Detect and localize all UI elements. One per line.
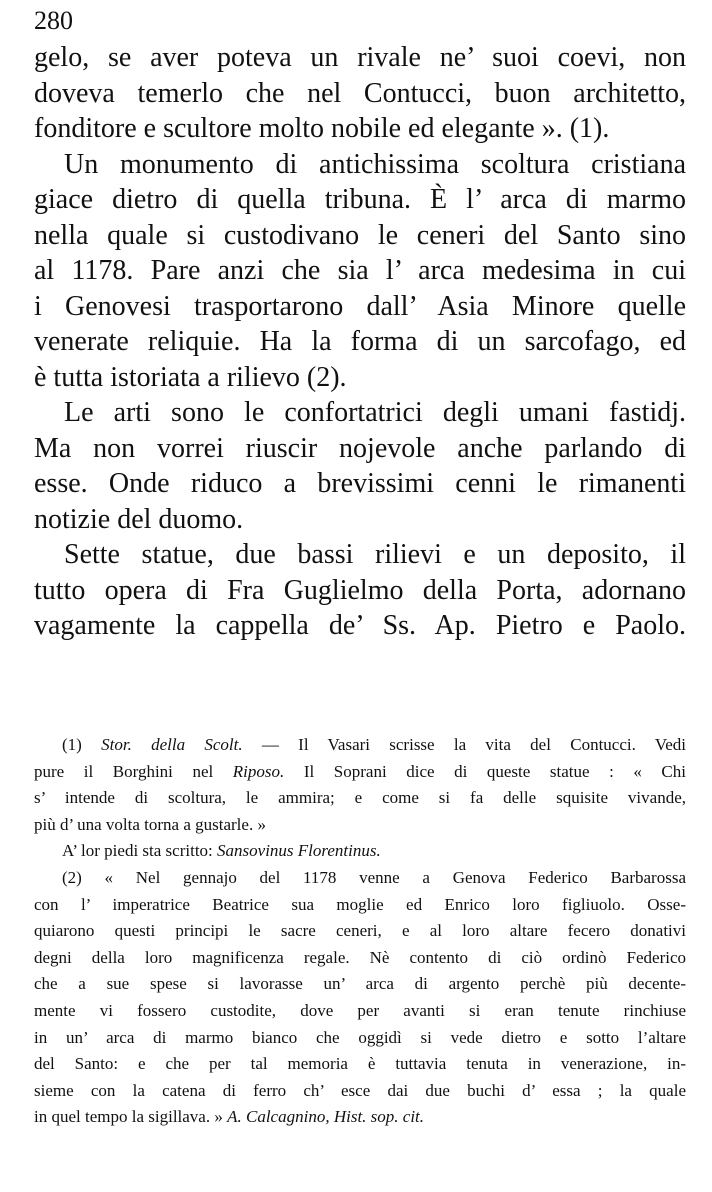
footnote-citation: A. Calcagnino, Hist. sop. cit. xyxy=(227,1107,425,1127)
body-line: tutto opera di Fra Guglielmo della Porta, adornano xyxy=(34,574,686,606)
footnote-2-line: in un’ arca di marmo bianco che oggidì si vede dietro e sotto l’altare xyxy=(34,1027,686,1047)
footnote-1-line xyxy=(34,838,686,865)
footnote-2-line: sieme con la catena di ferro ch’ esce dai due buchi d’ essa ; la quale xyxy=(34,1080,686,1100)
footnote-1-line xyxy=(34,732,686,759)
footnote-2-line: degni della loro magnificenza regale. Nè contento di ciò ordinò Federico xyxy=(34,947,686,967)
body-line: doveva temerlo che nel Contucci, buon architetto, xyxy=(34,77,686,109)
body-line: è tutta istoriata a rilievo (2). xyxy=(34,361,347,393)
body-line: Ma non vorrei riuscir nojevole anche parlando di xyxy=(34,432,686,464)
body-line: gelo, se aver poteva un rivale ne’ suoi coevi, non xyxy=(34,42,686,73)
body-line: notizie del duomo. xyxy=(34,503,244,535)
book-page xyxy=(34,0,686,1192)
body-line: Sette statue, due bassi rilievi e un deposito, il xyxy=(64,539,686,570)
footnote-text: pure il Borghini nel xyxy=(34,761,233,781)
footnote-text: A’ lor piedi sta scritto: xyxy=(62,841,218,861)
body-line: giace dietro di quella tribuna. È l’ arca di marmo xyxy=(34,184,686,215)
footnote-2-line: che a sue spese si lavorasse un’ arca di argento perchè più decente- xyxy=(34,974,686,994)
body-line: nella quale si custodivano le ceneri del Santo sino xyxy=(34,219,686,251)
footnote-2-line: quiarono questi principi le sacre ceneri, e al loro altare fecero donativi xyxy=(34,921,686,941)
footnote-text: in quel tempo la sigillava. » xyxy=(34,1107,228,1127)
body-line: Un monumento di antichissima scoltura cristiana xyxy=(64,148,686,180)
footnote-1-line: più d’ una volta torna a gustarle. » xyxy=(34,814,266,834)
footnote-2-line: mente vi fossero custodite, dove per avanti si eran tenute rinchiuse xyxy=(34,1000,686,1020)
body-line: fonditore e scultore molto nobile ed elegante ». (1). xyxy=(34,113,610,144)
footnote-1-line xyxy=(34,759,686,786)
body-line: venerate reliquie. Ha la forma di un sarcofago, ed xyxy=(34,326,686,357)
body-line: Le arti sono le confortatrici degli umani fastidj. xyxy=(64,397,686,428)
footnote-citation: Riposo. xyxy=(232,761,285,781)
footnotes xyxy=(34,732,686,1131)
footnote-2-line: (2) « Nel gennajo del 1178 venne a Genova Federico Barbarossa xyxy=(62,867,686,887)
footnote-2-line: del Santo: e che per tal memoria è tuttavia tenuta in venerazione, in- xyxy=(34,1054,686,1074)
footnote-marker: (1) xyxy=(62,735,102,754)
page-number: 280 xyxy=(34,6,73,35)
body-line: al 1178. Pare anzi che sia l’ arca medesima in cui xyxy=(34,255,686,286)
footnote-text: Il Soprani dice di queste statue : « Chi xyxy=(284,761,686,781)
body-line: i Genovesi trasportarono dall’ Asia Minore quelle xyxy=(34,290,686,322)
footnote-inscription: Sansovinus Florentinus. xyxy=(217,841,381,861)
body-line: esse. Onde riduco a brevissimi cenni le rimanenti xyxy=(34,468,686,499)
footnote-text: — Il Vasari scrisse la vita del Contucci. Vedi xyxy=(242,735,686,754)
main-text xyxy=(34,40,686,644)
footnote-1-line: s’ intende di scoltura, le ammira; e come si fa delle squisite vivande, xyxy=(34,788,686,808)
footnote-2-line xyxy=(34,1104,686,1131)
footnote-citation: Stor. della Scolt. xyxy=(101,735,243,754)
footnote-2-line: con l’ imperatrice Beatrice sua moglie ed Enrico loro figliuolo. Osse- xyxy=(34,894,686,914)
body-line: vagamente la cappella de’ Ss. Ap. Pietro e Paolo. xyxy=(34,610,686,641)
